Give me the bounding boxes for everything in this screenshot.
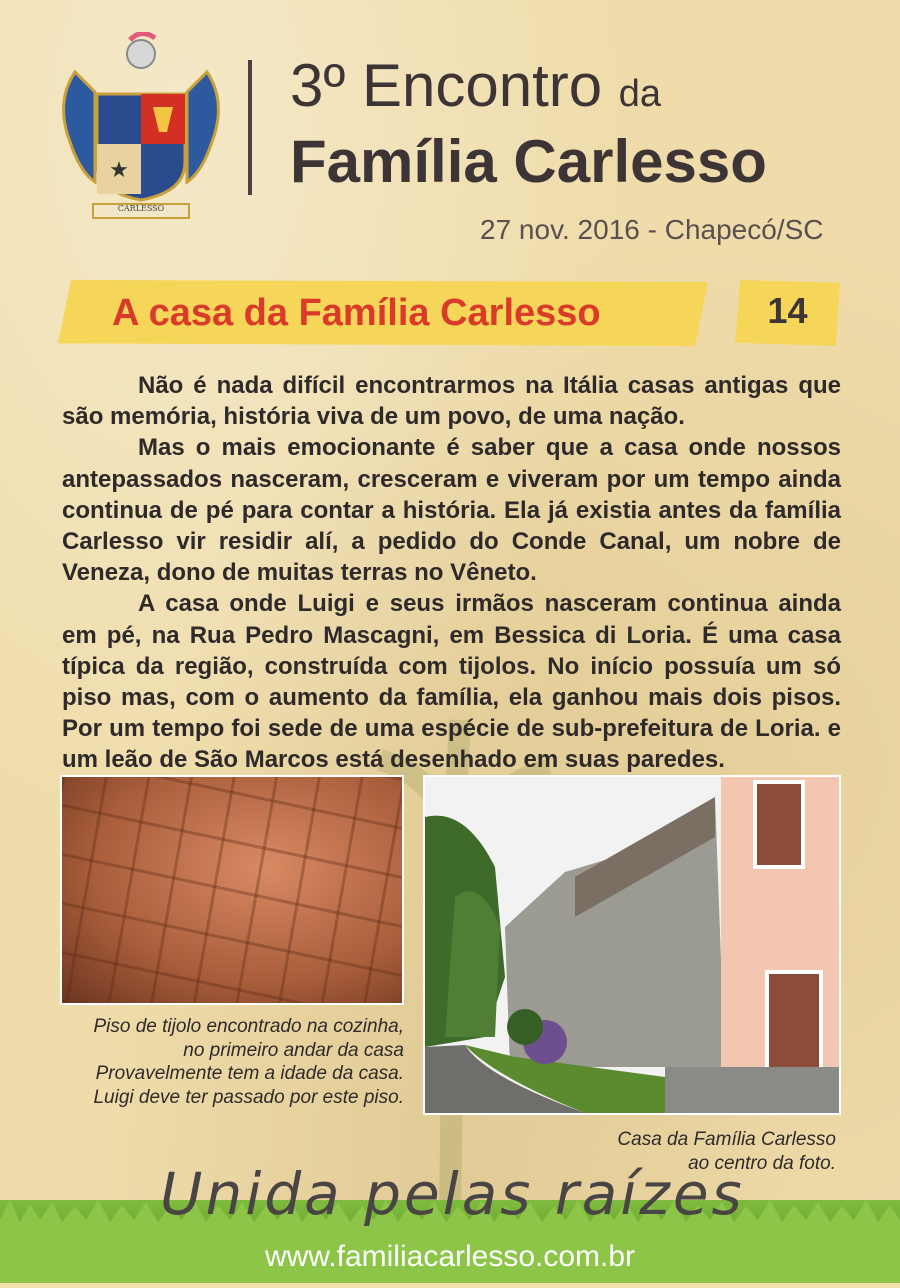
caption-line: Luigi deve ter passado por este piso. (93, 1086, 404, 1108)
paragraph-3: A casa onde Luigi e seus irmãos nasceram continua ainda em pé, na Rua Pedro Mascagni, em Bessica di Loria. É uma casa típica da região, construída com tijolos. No início possuía um só piso mas, com o aumento da família, ela ganhou mais dois pisos. Por um tempo foi sede de uma espécie de sub-prefeitura de Loria. e um leão de São Marcos está desenhado em suas paredes. (62, 590, 841, 774)
event-title-main: 3º Encontro (290, 52, 619, 119)
house-photo-illustration (425, 777, 839, 1113)
paragraph-2: Mas o mais emocionante é saber que a casa onde nossos antepassados nasceram, cresceram e viveram por um tempo ainda continua de pé para contar a história. Ela já existia antes da família Carlesso vir residir alí, a pedido do Conde Canal, um nobre de Veneza, dono de muitas terras no Vêneto. (62, 434, 841, 587)
caption-line: Provavelmente tem a idade da casa. (95, 1063, 404, 1084)
family-crest-logo (55, 32, 227, 222)
event-title-da: da (618, 73, 662, 115)
brick-floor-photo (60, 775, 404, 1005)
website-link[interactable]: www.familiacarlesso.com.br (264, 1240, 636, 1273)
caption-line: ao centro da foto. (688, 1152, 836, 1174)
svg-text:★: ★ (109, 158, 129, 183)
crest-label: CARLESSO (117, 204, 165, 213)
slogan: Unida pelas raízes (160, 1160, 745, 1228)
event-date-location: 27 nov. 2016 - Chapecó/SC (480, 214, 824, 245)
event-title-line1 (290, 52, 662, 119)
header-divider (248, 60, 252, 195)
event-title-line2: Família Carlesso (290, 128, 767, 195)
caption-line: no primeiro andar da casa (183, 1039, 404, 1061)
paragraph-1: Não é nada difícil encontrarmos na Itália casas antigas que são memória, história viva de um povo, de uma nação. (62, 372, 841, 431)
article-body (62, 370, 841, 776)
caption-line: Piso de tijolo encontrado na cozinha, (93, 1016, 404, 1037)
page-number: 14 (767, 290, 808, 331)
section-title: A casa da Família Carlesso (112, 292, 601, 334)
caption-line: Casa da Família Carlesso (617, 1129, 836, 1150)
house-photo (423, 775, 841, 1115)
brick-floor-caption (40, 1015, 404, 1109)
